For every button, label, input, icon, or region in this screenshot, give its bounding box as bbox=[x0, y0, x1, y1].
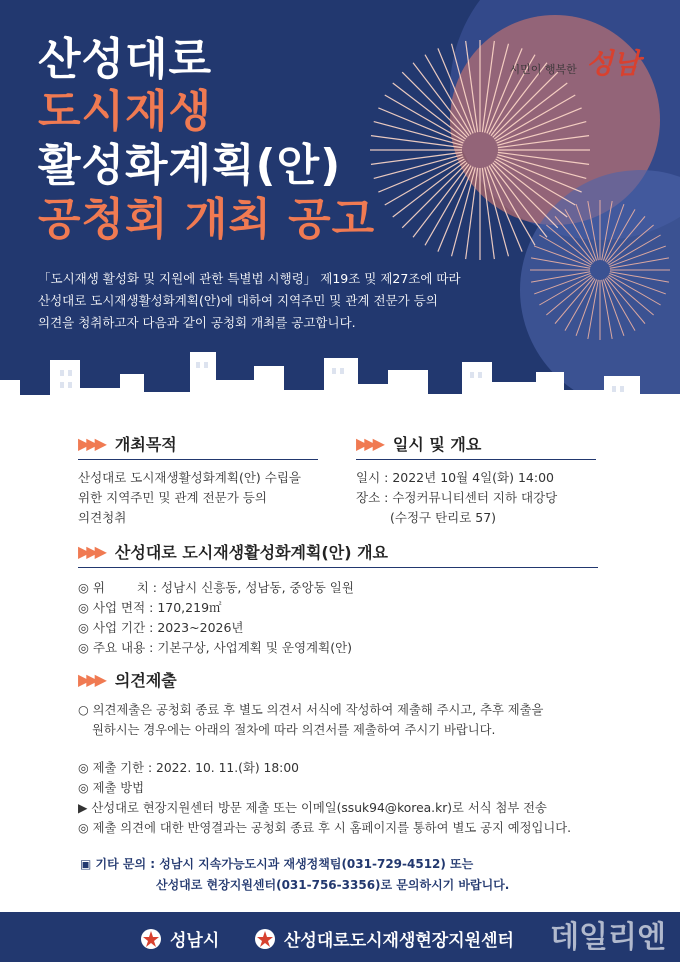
purpose-line-2: 위한 지역주민 및 관계 전문가 등의 bbox=[78, 490, 267, 505]
watermark: 데일리엔 bbox=[550, 920, 666, 955]
opinion-p1-line1: ○ 의견제출은 공청회 종료 후 별도 의견서 서식에 작성하여 제출해 주시고, 추후 제출을 bbox=[78, 703, 544, 717]
opinion-heading: 의견제출 bbox=[114, 671, 177, 690]
intro-line-2: 산성대로 도시재생활성화계획(안)에 대하여 지역주민 및 관계 전문가 등의 bbox=[38, 293, 438, 308]
opinion-deadline: ◎ 제출 기한 : 2022. 10. 11.(화) 18:00 bbox=[78, 761, 299, 775]
opinion-p1-line2: 원하시는 경우에는 아래의 절차에 따라 의견서를 제출하여 주시기 바랍니다. bbox=[92, 723, 496, 737]
overview-item: ◎ 위 치 : 성남시 신흥동, 성남동, 중앙동 일원 bbox=[78, 580, 354, 595]
purpose-line-3: 의견청취 bbox=[78, 510, 127, 525]
opinion-body bbox=[78, 700, 638, 838]
purpose-section bbox=[78, 432, 318, 528]
hero-banner bbox=[0, 0, 680, 440]
title-line-4: 공청회 개최 공고 bbox=[38, 194, 376, 245]
triple-arrow-icon: ▶▶▶ bbox=[78, 670, 103, 689]
triple-arrow-icon: ▶▶▶ bbox=[78, 434, 103, 453]
date-label: 일시 : bbox=[356, 470, 389, 485]
contact-line-1: ▣ 기타 문의 : 성남시 지속가능도시과 재생정책팀(031-729-4512) 또는 bbox=[80, 857, 474, 871]
opinion-method-detail: ▶ 산성대로 현장지원센터 방문 제출 또는 이메일(ssuk94@korea.kr)로 서식 첨부 전송 bbox=[78, 801, 547, 815]
place-value: 수정커뮤니티센터 지하 대강당 bbox=[392, 490, 558, 505]
seongnam-logo bbox=[510, 42, 640, 82]
schedule-heading: 일시 및 개요 bbox=[392, 435, 482, 454]
logo-slogan: 시민이 행복한 bbox=[509, 63, 577, 76]
intro-line-3: 의견을 청취하고자 다음과 같이 공청회 개최를 공고합니다. bbox=[38, 315, 356, 330]
city-emblem-icon bbox=[140, 928, 162, 950]
opinion-method: ◎ 제출 방법 bbox=[78, 781, 145, 795]
title-line-3: 활성화계획(안) bbox=[38, 140, 342, 191]
overview-item: ◎ 주요 내용 : 기본구상, 사업계획 및 운영계획(안) bbox=[78, 640, 353, 655]
contact-info bbox=[80, 854, 509, 896]
overview-heading: 산성대로 도시재생활성화계획(안) 개요 bbox=[114, 543, 388, 562]
place-label: 장소 : bbox=[356, 490, 389, 505]
opinion-result: ◎ 제출 의견에 대한 반영결과는 공청회 종료 후 시 홈페이지를 통하여 별도 공지 예정입니다. bbox=[78, 821, 572, 835]
purpose-line-1: 산성대로 도시재생활성화계획(안) 수립을 bbox=[78, 470, 301, 485]
title-line-2: 도시재생 bbox=[38, 86, 213, 137]
title-line-1: 산성대로 bbox=[38, 34, 213, 85]
place-sub: (수정구 탄리로 57) bbox=[390, 510, 497, 525]
overview-item: ◎ 사업 기간 : 2023~2026년 bbox=[78, 620, 244, 635]
date-value: 2022년 10월 4일(화) 14:00 bbox=[392, 470, 554, 485]
triple-arrow-icon: ▶▶▶ bbox=[78, 542, 103, 561]
city-emblem-icon bbox=[254, 928, 276, 950]
overview-item: ◎ 사업 면적 : 170,219㎡ bbox=[78, 600, 222, 615]
overview-section bbox=[78, 540, 598, 658]
footer-org-seongnam: 성남시 bbox=[140, 926, 219, 951]
footer-org-center: 산성대로도시재생현장지원센터 bbox=[254, 926, 514, 951]
logo-city: 성남 bbox=[585, 47, 640, 80]
opinion-section bbox=[78, 668, 618, 695]
triple-arrow-icon: ▶▶▶ bbox=[356, 434, 381, 453]
purpose-heading: 개최목적 bbox=[114, 435, 177, 454]
contact-line-2: 산성대로 현장지원센터(031-756-3356)로 문의하시기 바랍니다. bbox=[156, 878, 510, 892]
intro-line-1: 「도시재생 활성화 및 지원에 관한 특별법 시행령」 제19조 및 제27조에 따라 bbox=[38, 271, 461, 286]
schedule-section bbox=[356, 432, 596, 528]
intro-text bbox=[38, 268, 638, 334]
